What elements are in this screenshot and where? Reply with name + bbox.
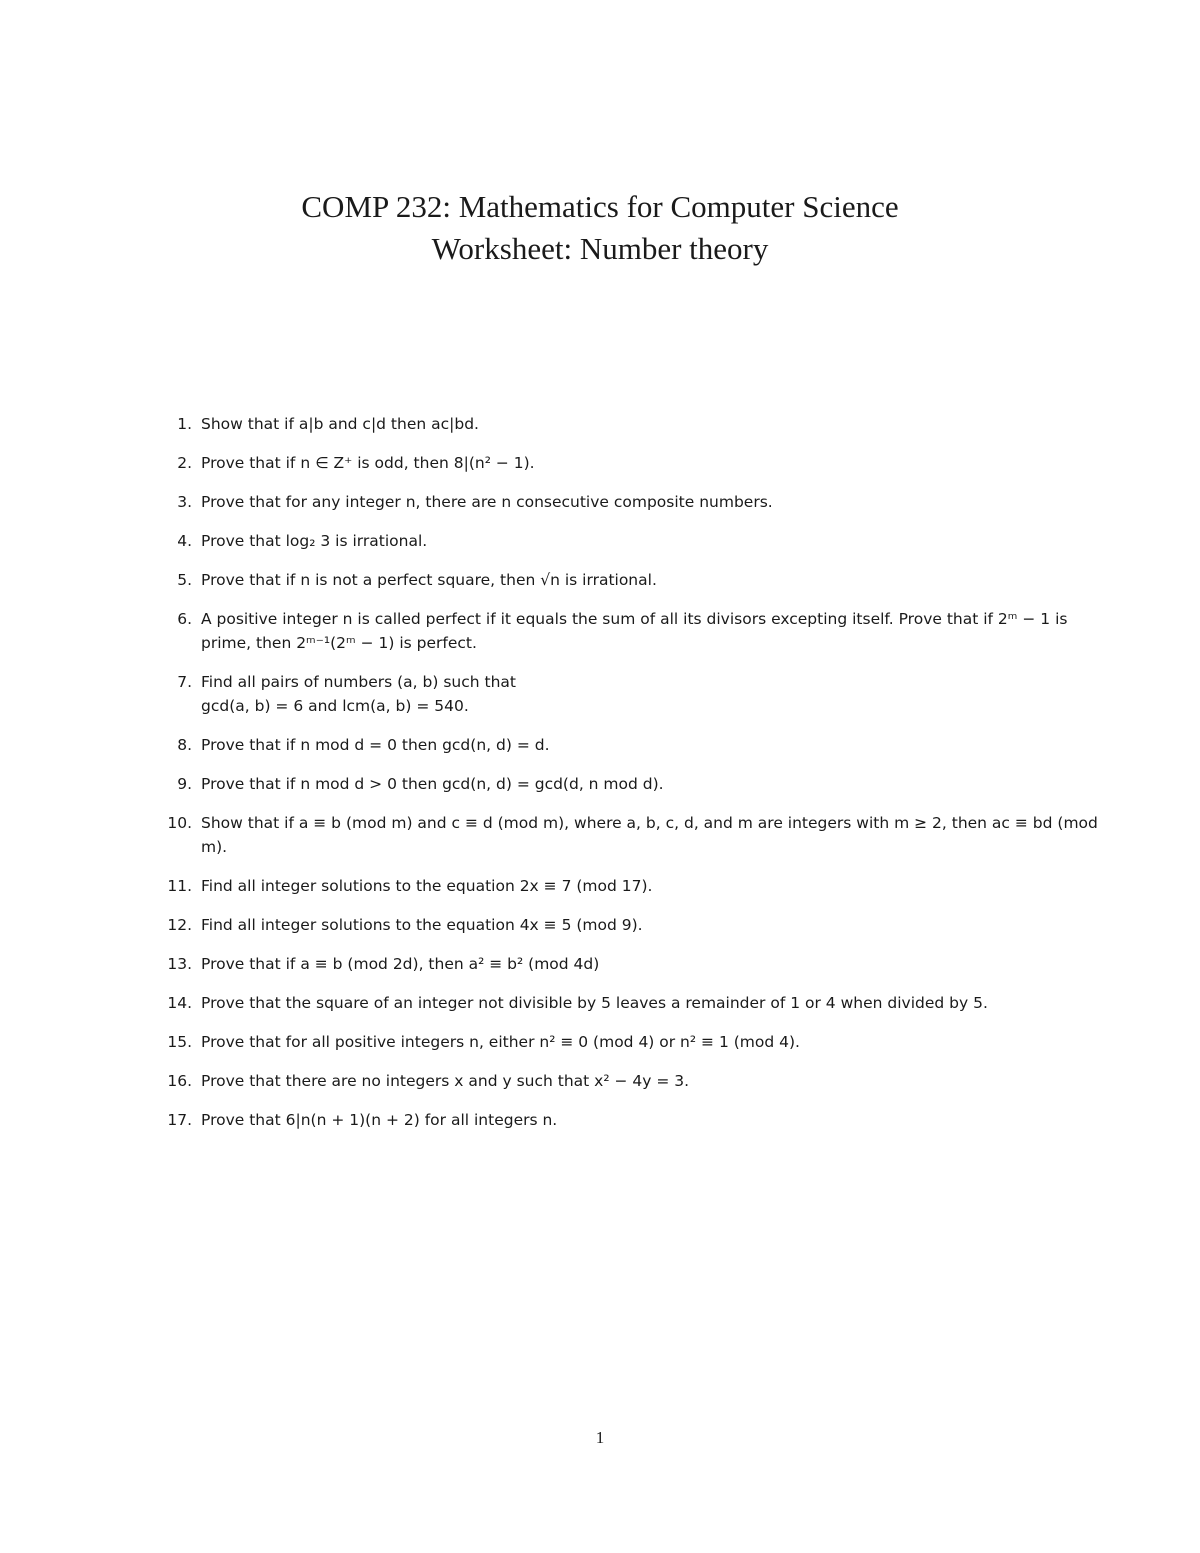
problem-text-line2: gcd(a, b) = 6 and lcm(a, b) = 540. [201,697,469,715]
problem-item [160,733,1120,757]
problem-number: 7. [177,673,192,691]
problem-number: 11. [167,877,192,895]
page-number: 1 [595,1428,605,1447]
problem-text: Prove that the square of an integer not divisible by 5 leaves a remainder of 1 or 4 when divided by 5. [201,994,988,1012]
worksheet-title: Worksheet: Number theory [431,231,769,266]
problem-number: 2. [177,454,192,472]
problem-number: 6. [177,610,192,628]
problem-item [160,529,1120,553]
problem-item [160,1108,1120,1132]
problem-text: Prove that 6|n(n + 1)(n + 2) for all integers n. [201,1111,558,1129]
problem-text: Find all integer solutions to the equation 2x ≡ 7 (mod 17). [201,877,653,895]
problem-item [160,913,1120,937]
problem-number: 17. [167,1111,192,1129]
problem-text: Find all pairs of numbers (a, b) such that [201,673,516,691]
problem-text: A positive integer n is called perfect if it equals the sum of all its divisors excepting itself. Prove that if 2ᵐ − 1 is prime, then 2ᵐ⁻¹(2ᵐ − 1) is perfect. [201,610,1068,652]
problem-item [160,451,1120,475]
problem-item [160,568,1120,592]
problem-item [160,412,1120,436]
problem-item [160,772,1120,796]
problem-number: 8. [177,736,192,754]
course-title: COMP 232: Mathematics for Computer Science [301,189,899,224]
problem-item [160,874,1120,898]
problem-list [160,412,1120,1147]
problem-text: Prove that if n is not a perfect square, then √n is irrational. [201,571,657,589]
document-header [0,186,1200,270]
problem-number: 9. [177,775,192,793]
problem-number: 12. [167,916,192,934]
problem-text: Prove that if n mod d > 0 then gcd(n, d) = gcd(d, n mod d). [201,775,664,793]
problem-text: Prove that there are no integers x and y such that x² − 4y = 3. [201,1072,690,1090]
problem-text: Prove that if n ∈ Z⁺ is odd, then 8|(n² − 1). [201,454,535,472]
problem-text: Prove that log₂ 3 is irrational. [201,532,428,550]
problem-text: Find all integer solutions to the equation 4x ≡ 5 (mod 9). [201,916,643,934]
problem-number: 16. [167,1072,192,1090]
problem-item [160,811,1120,859]
problem-number: 5. [177,571,192,589]
problem-item [160,1069,1120,1093]
problem-text: Prove that for all positive integers n, either n² ≡ 0 (mod 4) or n² ≡ 1 (mod 4). [201,1033,800,1051]
problem-text: Prove that if n mod d = 0 then gcd(n, d) = d. [201,736,550,754]
problem-item [160,490,1120,514]
problem-number: 13. [167,955,192,973]
problem-text: Show that if a|b and c|d then ac|bd. [201,415,479,433]
problem-number: 14. [167,994,192,1012]
problem-item [160,991,1120,1015]
problem-number: 3. [177,493,192,511]
problem-text: Prove that if a ≡ b (mod 2d), then a² ≡ b² (mod 4d) [201,955,600,973]
problem-item [160,1030,1120,1054]
problem-item [160,670,1120,718]
problem-item [160,952,1120,976]
problem-number: 1. [177,415,192,433]
problem-number: 15. [167,1033,192,1051]
problem-number: 4. [177,532,192,550]
problem-item [160,607,1120,655]
problem-text: Prove that for any integer n, there are n consecutive composite numbers. [201,493,773,511]
problem-text: Show that if a ≡ b (mod m) and c ≡ d (mod m), where a, b, c, d, and m are integers with m ≥ 2, then ac ≡ bd (mod m). [201,814,1098,856]
problem-number: 10. [167,814,192,832]
